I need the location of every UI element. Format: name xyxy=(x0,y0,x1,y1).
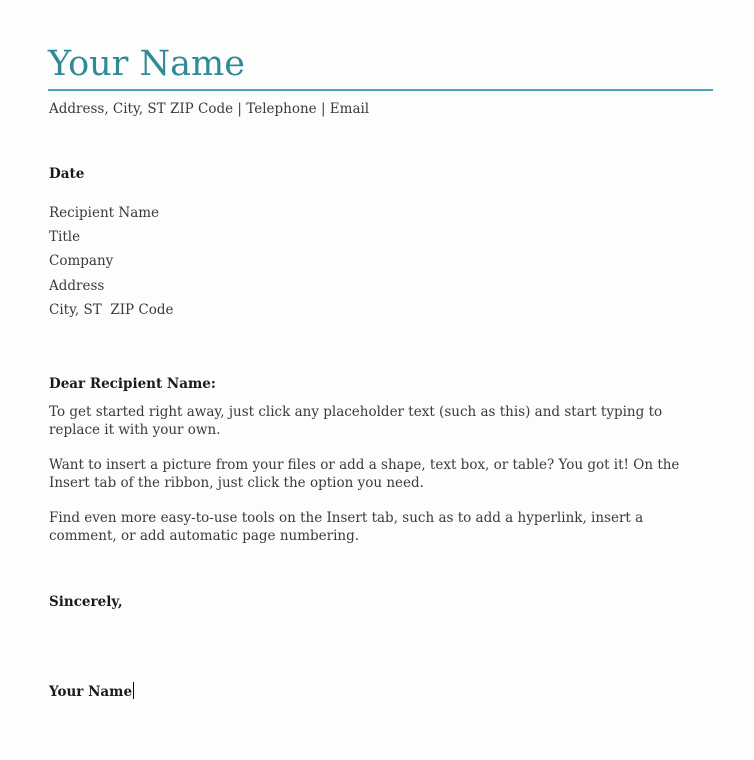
signature-line[interactable] xyxy=(49,682,134,701)
body-paragraph[interactable]: To get started right away, just click any placeholder text (such as this) and start typing to replace it with your own. xyxy=(49,404,663,438)
closing[interactable]: Sincerely, xyxy=(49,594,123,610)
text-cursor xyxy=(133,682,134,699)
signature-name[interactable]: Your Name xyxy=(49,684,133,700)
body-paragraph[interactable]: Find even more easy-to-use tools on the Insert tab, such as to add a hyperlink, insert a comment, or add automatic page numbering. xyxy=(49,510,644,544)
recipient-company[interactable]: Company xyxy=(49,253,114,270)
salutation[interactable]: Dear Recipient Name: xyxy=(49,376,216,392)
sender-contact-line[interactable]: Address, City, ST ZIP Code | Telephone | Email xyxy=(49,101,370,117)
sender-name-heading[interactable]: Your Name xyxy=(48,44,245,84)
recipient-title[interactable]: Title xyxy=(49,229,81,246)
recipient-city-state-zip[interactable]: City, ST ZIP Code xyxy=(49,301,174,318)
recipient-address-block xyxy=(49,201,174,322)
header-divider xyxy=(48,89,713,91)
recipient-address[interactable]: Address xyxy=(49,277,105,294)
letter-date[interactable]: Date xyxy=(49,166,85,182)
recipient-name[interactable]: Recipient Name xyxy=(49,205,160,221)
body-paragraph[interactable]: Want to insert a picture from your files or add a shape, text box, or table? You got it! On the Insert tab of the ribbon, just click the option you need. xyxy=(49,457,680,491)
